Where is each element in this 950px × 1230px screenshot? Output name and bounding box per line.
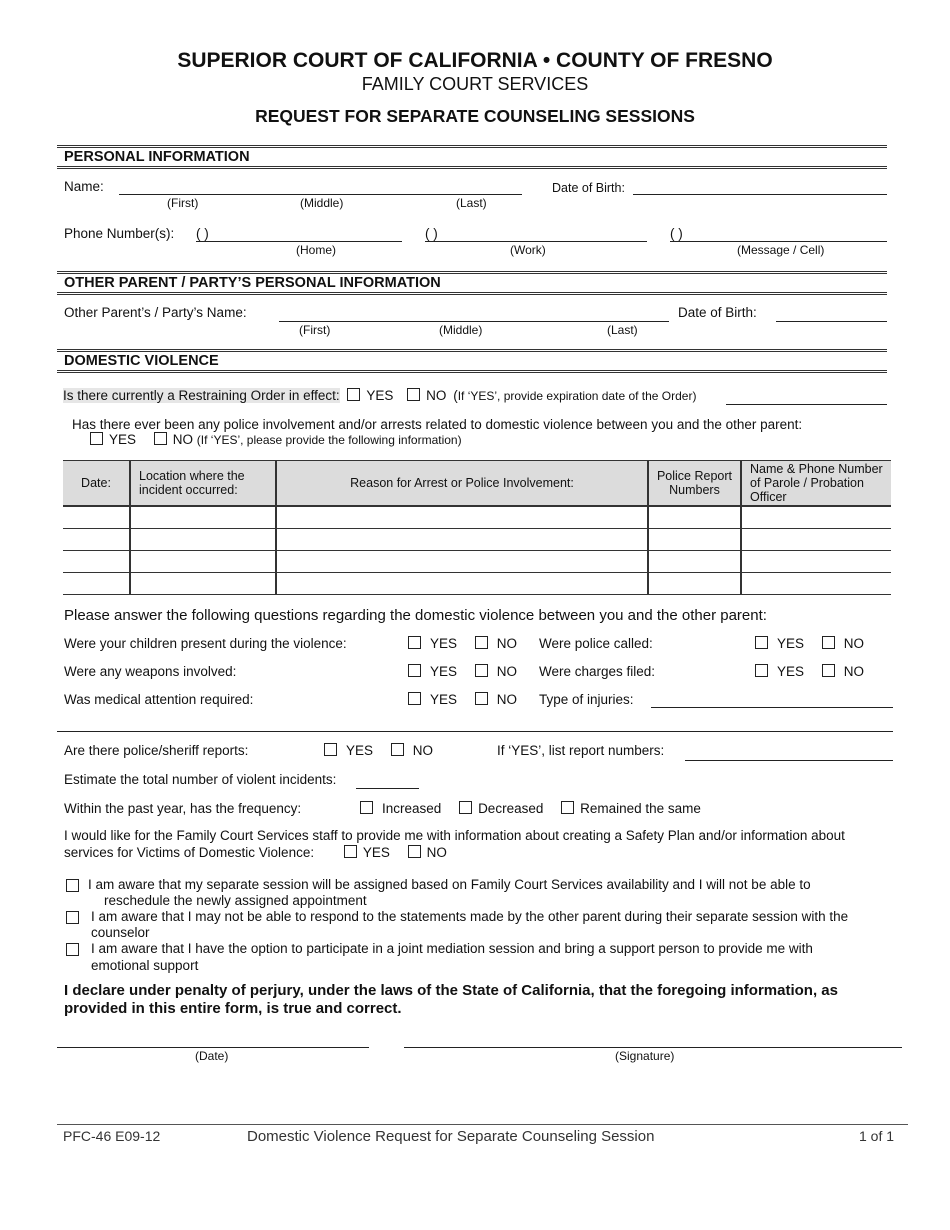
police-called-no-checkbox[interactable] xyxy=(822,636,835,649)
ack-1-checkbox[interactable] xyxy=(66,879,79,892)
ro-yes-checkbox[interactable] xyxy=(347,388,360,401)
date-caption: (Date) xyxy=(195,1049,229,1063)
ack-3-line2: emotional support xyxy=(91,958,199,973)
signature-caption: (Signature) xyxy=(615,1049,675,1063)
other-name-label: Other Parent’s / Party’s Name: xyxy=(64,305,247,320)
increased-checkbox[interactable] xyxy=(360,801,373,814)
ro-no-label: NO xyxy=(426,388,447,403)
reports-answer xyxy=(324,743,433,758)
dob-label: Date of Birth: xyxy=(552,181,625,195)
ro-yes-label: YES xyxy=(366,388,394,403)
name-middle-caption: (Middle) xyxy=(300,196,344,210)
signature-field[interactable] xyxy=(404,1047,902,1048)
weapons-no-checkbox[interactable] xyxy=(475,664,488,677)
charges-no-checkbox[interactable] xyxy=(822,664,835,677)
safety-plan-line2: services for Victims of Domestic Violence: xyxy=(64,845,315,860)
same-label: Remained the same xyxy=(580,801,701,816)
cell-phone-field[interactable] xyxy=(670,241,887,242)
children-yes-label: YES xyxy=(430,636,458,651)
reports-no-label: NO xyxy=(412,743,434,758)
safety-no-checkbox[interactable] xyxy=(408,845,421,858)
name-last-caption: (Last) xyxy=(456,196,487,210)
ro-note: If ‘YES’, provide expiration date of the Order) xyxy=(457,389,697,403)
col-date: Date: xyxy=(63,461,130,507)
q-charges-label: Were charges filed: xyxy=(539,664,656,679)
q-police-answer xyxy=(755,636,864,651)
weapons-no-label: NO xyxy=(496,664,518,679)
col-reason: Reason for Arrest or Police Involvement: xyxy=(276,461,648,507)
form-id: PFC-46 E09-12 xyxy=(63,1128,161,1144)
work-caption: (Work) xyxy=(510,243,546,257)
reports-question: Are there police/sheriff reports: xyxy=(64,743,249,758)
safety-plan-line1: I would like for the Family Court Services staff to provide me with information about creating a Safety Plan and/or information about xyxy=(64,828,845,843)
charges-yes-label: YES xyxy=(777,664,805,679)
ack-3-line1: I am aware that I have the option to participate in a joint mediation session and bring a support person to provide me with xyxy=(91,941,813,956)
police-involvement-question: Has there ever been any police involvement and/or arrests related to domestic violence between you and the other parent: xyxy=(72,417,803,432)
estimate-label: Estimate the total number of violent incidents: xyxy=(64,772,337,787)
ack-1-line1: I am aware that my separate session will be assigned based on Family Court Services availability and I will not be able to xyxy=(88,877,811,892)
increased-label: Increased xyxy=(382,801,442,816)
table-row[interactable] xyxy=(63,573,891,595)
medical-yes-checkbox[interactable] xyxy=(408,692,421,705)
safety-yes-checkbox[interactable] xyxy=(344,845,357,858)
medical-yes-label: YES xyxy=(430,692,458,707)
ack-2-line1: I am aware that I may not be able to respond to the statements made by the other parent during their separate session with the xyxy=(91,909,849,924)
q-injuries-label: Type of injuries: xyxy=(539,692,634,707)
name-first-caption: (First) xyxy=(167,196,199,210)
weapons-yes-checkbox[interactable] xyxy=(408,664,421,677)
decreased-label: Decreased xyxy=(478,801,544,816)
table-row[interactable] xyxy=(63,551,891,573)
decreased-checkbox[interactable] xyxy=(459,801,472,814)
restraining-order-question: Is there currently a Restraining Order in effect: xyxy=(63,388,340,403)
name-label: Name: xyxy=(64,179,104,194)
dob-field[interactable] xyxy=(633,194,887,195)
report-numbers-label: If ‘YES’, list report numbers: xyxy=(497,743,665,758)
children-no-checkbox[interactable] xyxy=(475,636,488,649)
q-children-label: Were your children present during the violence: xyxy=(64,636,347,651)
ack-2-checkbox[interactable] xyxy=(66,911,79,924)
estimate-field[interactable] xyxy=(356,788,419,789)
ack-1-line2: reschedule the newly assigned appointment xyxy=(104,893,367,908)
ro-note-paren: ( xyxy=(453,388,458,403)
q-police-label: Were police called: xyxy=(539,636,653,651)
department-title: FAMILY COURT SERVICES xyxy=(361,74,589,94)
footer-rule xyxy=(57,1124,908,1125)
declaration-line2: provided in this entire form, is true and correct. xyxy=(64,1000,402,1017)
ack-2-line2: counselor xyxy=(91,925,150,940)
medical-no-checkbox[interactable] xyxy=(475,692,488,705)
q-weapons-label: Were any weapons involved: xyxy=(64,664,237,679)
domestic-violence-heading: DOMESTIC VIOLENCE xyxy=(57,349,887,373)
police-no-checkbox[interactable] xyxy=(154,432,167,445)
ro-no-checkbox[interactable] xyxy=(407,388,420,401)
phone-label: Phone Number(s): xyxy=(64,226,175,241)
cell-area-code: ( ) xyxy=(670,226,683,241)
reports-no-checkbox[interactable] xyxy=(391,743,404,756)
personal-info-heading: PERSONAL INFORMATION xyxy=(57,145,887,169)
q-medical-answer xyxy=(408,692,517,707)
q-charges-answer xyxy=(755,664,864,679)
weapons-yes-label: YES xyxy=(430,664,458,679)
declaration-line1: I declare under penalty of perjury, under the laws of the State of California, that the foregoing information, as xyxy=(64,982,838,999)
police-yes-checkbox[interactable] xyxy=(90,432,103,445)
other-dob-field[interactable] xyxy=(776,321,887,322)
safety-yes-label: YES xyxy=(362,845,390,860)
cell-caption: (Message / Cell) xyxy=(737,243,825,257)
same-checkbox[interactable] xyxy=(561,801,574,814)
children-no-label: NO xyxy=(496,636,518,651)
table-row[interactable] xyxy=(63,529,891,551)
police-called-no-label: NO xyxy=(843,636,865,651)
report-numbers-field[interactable] xyxy=(685,760,893,761)
table-row[interactable] xyxy=(63,506,891,529)
work-phone-field[interactable] xyxy=(425,241,647,242)
court-title: SUPERIOR COURT OF CALIFORNIA • COUNTY OF FRESNO xyxy=(177,49,773,72)
section-divider xyxy=(57,731,893,732)
other-dob-label: Date of Birth: xyxy=(678,305,757,320)
charges-yes-checkbox[interactable] xyxy=(755,664,768,677)
restraining-order-row xyxy=(63,388,696,403)
col-report-numbers: Police Report Numbers xyxy=(648,461,741,507)
home-phone-field[interactable] xyxy=(196,241,402,242)
police-no-label: NO xyxy=(172,432,194,447)
footer-title: Domestic Violence Request for Separate Counseling Session xyxy=(247,1128,655,1145)
ack-3-checkbox[interactable] xyxy=(66,943,79,956)
home-area-code: ( ) xyxy=(196,226,209,241)
home-caption: (Home) xyxy=(296,243,337,257)
injuries-field[interactable] xyxy=(651,707,893,708)
frequency-label: Within the past year, has the frequency: xyxy=(64,801,302,816)
form-title: REQUEST FOR SEPARATE COUNSELING SESSIONS xyxy=(255,106,695,126)
police-yes-label: YES xyxy=(109,432,137,447)
other-middle-caption: (Middle) xyxy=(439,323,483,337)
reports-yes-checkbox[interactable] xyxy=(324,743,337,756)
name-field[interactable] xyxy=(119,194,522,195)
col-location: Location where the incident occurred: xyxy=(130,461,276,507)
reports-yes-label: YES xyxy=(346,743,374,758)
other-first-caption: (First) xyxy=(299,323,331,337)
medical-no-label: NO xyxy=(496,692,518,707)
incident-table xyxy=(63,460,891,595)
police-note: (If ‘YES’, please provide the following information) xyxy=(196,433,462,447)
frequency-options xyxy=(360,801,701,816)
ro-expiration-field[interactable] xyxy=(726,404,887,405)
safety-plan-line2-row xyxy=(64,845,447,860)
children-yes-checkbox[interactable] xyxy=(408,636,421,649)
page-number: 1 of 1 xyxy=(859,1128,895,1144)
questions-intro: Please answer the following questions regarding the domestic violence between you and the other parent: xyxy=(64,607,767,624)
safety-no-label: NO xyxy=(426,845,447,860)
q-weapons-answer xyxy=(408,664,517,679)
police-involvement-answer xyxy=(90,432,462,447)
work-area-code: ( ) xyxy=(425,226,438,241)
col-officer: Name & Phone Number of Parole / Probation Officer xyxy=(741,461,891,507)
q-medical-label: Was medical attention required: xyxy=(64,692,254,707)
q-children-answer xyxy=(408,636,517,651)
police-called-yes-checkbox[interactable] xyxy=(755,636,768,649)
other-parent-heading: OTHER PARENT / PARTY’S PERSONAL INFORMATION xyxy=(57,271,887,295)
charges-no-label: NO xyxy=(843,664,865,679)
other-last-caption: (Last) xyxy=(607,323,638,337)
date-field[interactable] xyxy=(57,1047,369,1048)
police-called-yes-label: YES xyxy=(777,636,805,651)
other-name-field[interactable] xyxy=(279,321,669,322)
